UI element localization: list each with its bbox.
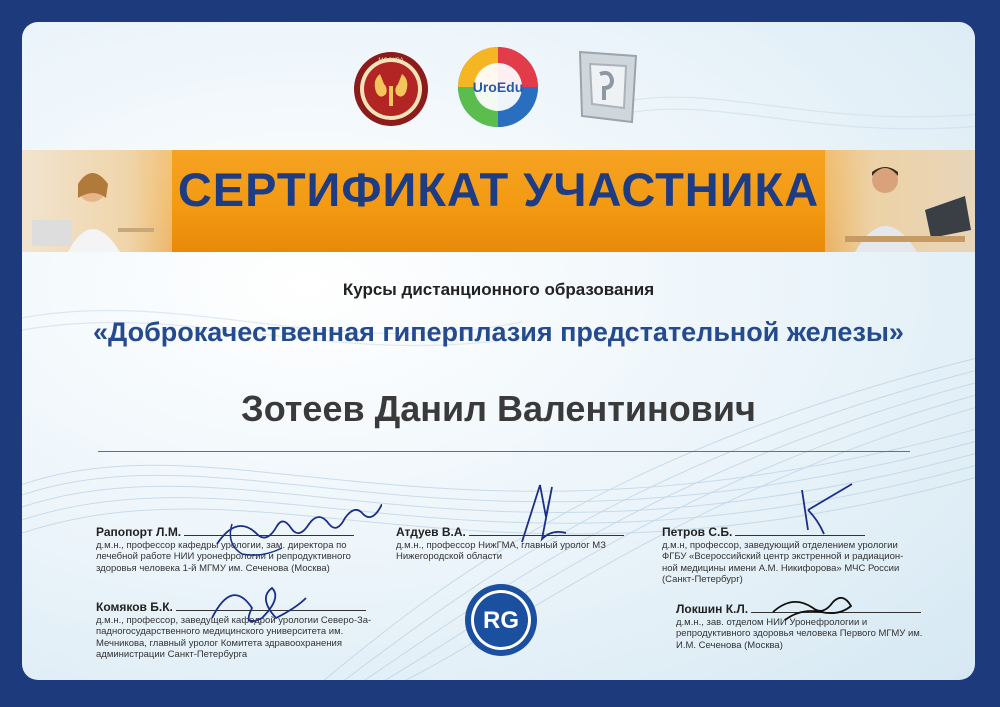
signatory-desc: д.м.н, профессор, заведующий отделением урологии ФГБУ «Всероссийский центр экстренной и радиацион-ной медицины имени А.М. Никифорова» МЧС России (Санкт-Петербург) (662, 539, 904, 585)
frame-brand-logo (572, 46, 644, 126)
signatory-desc: д.м.н., профессор НижГМА, главный уролог МЗ Нижегородской области (396, 539, 606, 562)
rg-logo-text: RG (483, 607, 519, 634)
signatory-desc: д.м.н., профессор кафедры урологии, зам. директора по лечебной работе НИИ уронефрологии и репродуктивного здоровья человека 1-й МГМУ им. Сеченова (Москва) (96, 539, 351, 574)
signatory-name: Рапопорт Л.М. (96, 525, 182, 539)
signature-komyakov (202, 578, 312, 628)
svg-text:МОСКВА: МОСКВА (378, 58, 404, 64)
certificate-title: СЕРТИФИКАТ УЧАСТНИКА (177, 163, 820, 216)
signature-atduev (512, 477, 572, 547)
signatory-name: Локшин К.Л. (676, 602, 749, 616)
signatory-name: Комяков Б.К. (96, 600, 173, 614)
signatory-desc: д.м.н., зав. отделом НИИ Уронефрологии и репродуктивного здоровья человека Первого МГМУ им. И.М. Сеченова (Москва) (676, 616, 923, 651)
participant-name: Зотеев Данил Валентинович (241, 388, 756, 429)
institute-seal-logo (352, 50, 430, 128)
signatory-name: Атдуев В.А. (396, 525, 466, 539)
course-name: «Доброкачественная гиперплазия предстательной железы» (93, 317, 904, 347)
uroedu-logo (455, 44, 541, 130)
signatory-desc: д.м.н., профессор, заведущей кафедрой урологии Северо-За-падногосударственного медицинского университета им. Мечникова, главный уролог Комитета здравоохранения администрации Санкт-Петербурга (96, 614, 372, 660)
uroedu-logo-text: UroEdu (472, 79, 524, 95)
course-intro: Курсы дистанционного образования (342, 280, 655, 299)
rg-logo (463, 582, 539, 658)
signatory-name: Петров С.Б. (662, 525, 733, 539)
signature-lokshin (767, 588, 867, 624)
certificate-card (22, 22, 975, 680)
name-underline (98, 451, 910, 452)
signature-rapoport (212, 504, 382, 564)
signature-petrov (782, 480, 862, 540)
